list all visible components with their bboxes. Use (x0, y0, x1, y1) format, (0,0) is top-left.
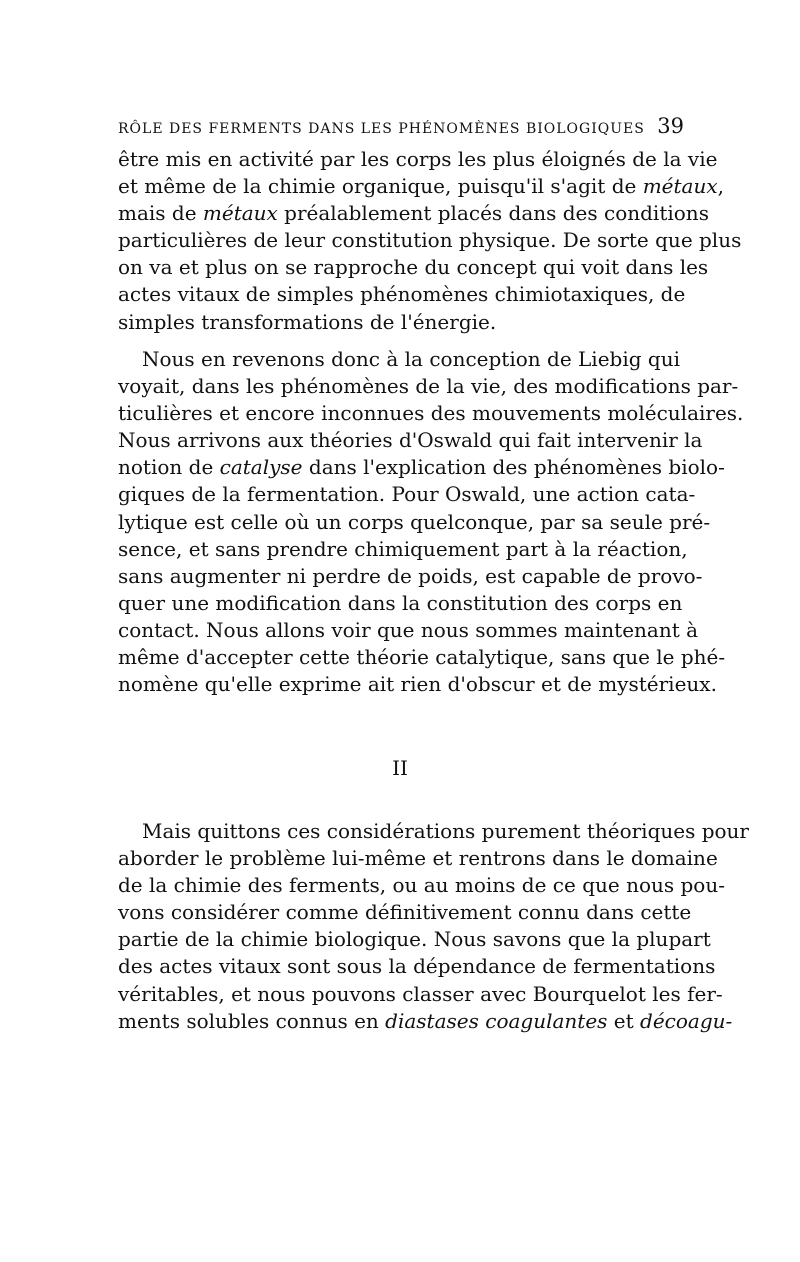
text-line: actes vitaux de simples phénomènes chimiotaxiques, de (118, 282, 686, 307)
text-line: on va et plus on se rapproche du concept qui voit dans les (118, 255, 709, 280)
text-line: simples transformations de l'énergie. (118, 309, 497, 334)
text-line: sans augmenter ni perdre de poids, est capable de provo- (118, 563, 703, 588)
section-number: II (392, 756, 408, 780)
text-line: et même de la chimie organique, puisqu'il s'agit de métaux, (118, 174, 724, 199)
text-line: mais de métaux préalablement placés dans des conditions (118, 201, 709, 226)
text-line: Mais quittons ces considérations purement théoriques pour (142, 819, 749, 843)
text-line: voyait, dans les phénomènes de la vie, des modifications par- (118, 374, 739, 399)
text-line: Nous arrivons aux théories d'Oswald qui fait intervenir la (118, 428, 703, 453)
text-line: contact. Nous allons voir que nous sommes maintenant à (118, 617, 699, 642)
text-line: notion de catalyse dans l'explication des phénomènes biolo- (118, 455, 725, 480)
italic-term: métaux (642, 174, 718, 199)
italic-term: diastases (385, 1008, 479, 1033)
text-line: particulières de leur constitution physique. De sorte que plus (118, 228, 742, 253)
text-line: de la chimie des ferments, ou au moins de ce que nous pou- (118, 873, 725, 898)
text-line: des actes vitaux sont sous la dépendance de fermentations (118, 954, 716, 979)
italic-term: décoagu- (640, 1008, 733, 1033)
text-line: nomène qu'elle exprime ait rien d'obscur et de mystérieux. (118, 672, 717, 697)
running-header (118, 114, 684, 138)
paragraph-1 (118, 146, 742, 336)
text-line: vons considérer comme définitivement connu dans cette (118, 900, 692, 925)
text-line: Nous en revenons donc à la conception de Liebig qui (142, 347, 680, 371)
italic-term: catalyse (219, 455, 303, 480)
paragraph-2 (118, 346, 744, 698)
text-line: giques de la fermentation. Pour Oswald, une action cata- (118, 482, 696, 507)
page-number: 39 (657, 114, 684, 138)
text-line: sence, et sans prendre chimiquement part à la réaction, (118, 536, 688, 561)
italic-term: coagulantes (485, 1008, 608, 1033)
text-line: aborder le problème lui-même et rentrons dans le domaine (118, 846, 718, 871)
text-line: lytique est celle où un corps quelconque, par sa seule pré- (118, 509, 711, 534)
text-line: être mis en activité par les corps les plus éloignés de la vie (118, 147, 718, 171)
text-line: quer une modification dans la constitution des corps en (118, 590, 683, 615)
italic-term: métaux (202, 201, 278, 226)
running-title: RÔLE DES FERMENTS DANS LES PHÉNOMÈNES BIOLOGIQUES (118, 121, 645, 137)
text-line: partie de la chimie biologique. Nous savons que la plupart (118, 927, 711, 952)
text-line: ticulières et encore inconnues des mouvements moléculaires. (118, 401, 744, 426)
text-line: véritables, et nous pouvons classer avec Bourquelot les fer- (118, 981, 723, 1006)
text-line: ments solubles connus en diastases coagulantes et décoagu- (118, 1008, 733, 1033)
paragraph-3 (118, 818, 749, 1035)
text-line: même d'accepter cette théorie catalytique, sans que le phé- (118, 645, 726, 670)
